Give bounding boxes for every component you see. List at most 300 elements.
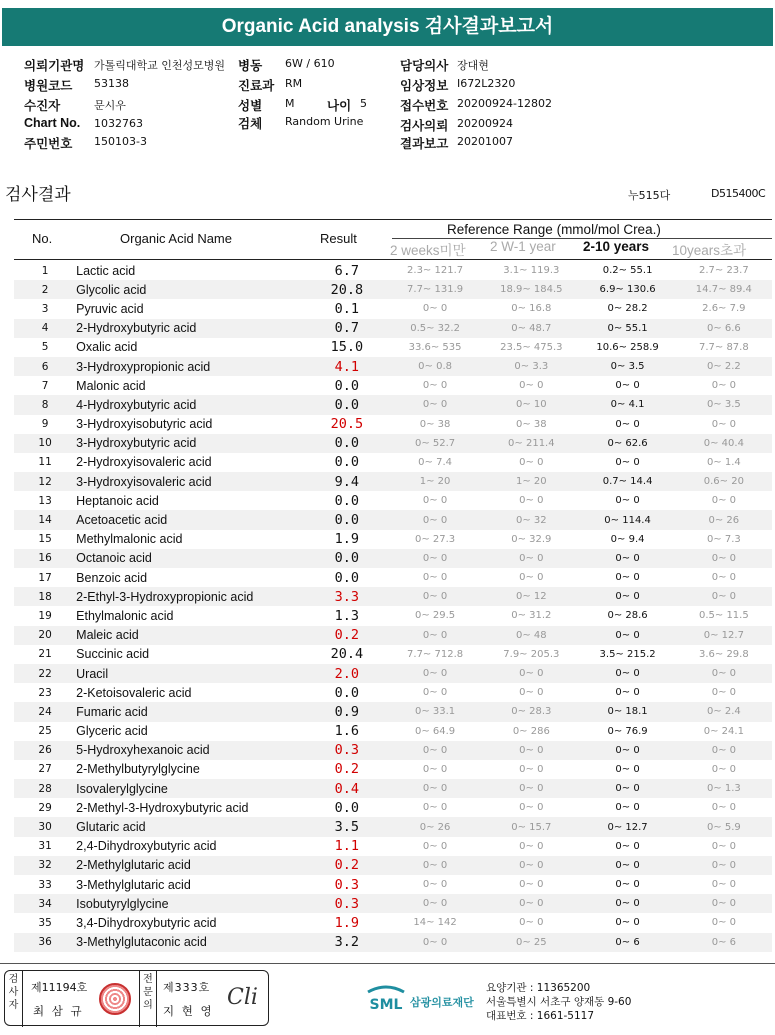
ref-range-3: 0~ 0 xyxy=(615,380,640,392)
ref-range-2: 23.5~ 475.3 xyxy=(500,341,563,353)
table-row xyxy=(14,702,772,721)
result-value: 20.5 xyxy=(330,416,364,433)
row-number: 11 xyxy=(38,456,52,469)
ref-range-2: 0~ 25 xyxy=(483,933,579,952)
ref-range-1: 0~ 0 xyxy=(387,395,483,414)
acid-name: Isovalerylglycine xyxy=(76,779,307,798)
acid-name: 2-Methylbutyrylglycine xyxy=(76,762,200,777)
ref-range-1: 0~ 0 xyxy=(387,856,483,875)
age-value: 5 xyxy=(360,97,367,110)
ref-range-4: 2.6~ 7.9 xyxy=(702,303,746,315)
row-number: 30 xyxy=(14,817,76,836)
row-number: 13 xyxy=(38,494,52,507)
acid-name: Oxalic acid xyxy=(76,340,138,355)
ref-range-1: 14~ 142 xyxy=(413,917,457,929)
acid-name: Acetoacetic acid xyxy=(76,510,307,529)
col-ref-header: Reference Range (mmol/mol Crea.) xyxy=(447,222,661,237)
acid-name: 2-Ketoisovaleric acid xyxy=(76,685,192,700)
col-result-header: Result xyxy=(320,231,357,246)
ref-range-3: 0~ 28.6 xyxy=(607,610,648,622)
row-number: 8 xyxy=(14,395,76,414)
ref-range-4: 0~ 0 xyxy=(676,549,772,568)
table-row xyxy=(14,434,772,453)
ref-range-4: 0~ 0 xyxy=(676,894,772,913)
specimen-label: 검체 xyxy=(238,117,263,131)
rrn-label: 주민번호 xyxy=(24,137,73,151)
clinical-info-label: 임상정보 xyxy=(400,79,449,93)
ref-range-1: 7.7~ 712.8 xyxy=(407,648,464,660)
signature-icon: Cli xyxy=(227,985,258,1010)
ref-range-2: 0~ 0 xyxy=(483,664,579,683)
code-2: D515400C xyxy=(711,187,766,200)
result-value: 0.0 xyxy=(334,569,360,586)
ref-range-2: 0~ 0 xyxy=(519,879,544,891)
phone: 대표번호 : 1661-5117 xyxy=(486,1010,595,1022)
row-number: 5 xyxy=(41,341,49,354)
table-row xyxy=(14,491,772,510)
report-date-value: 20201007 xyxy=(457,135,513,148)
table-row xyxy=(14,817,772,836)
table-row xyxy=(14,606,772,625)
result-value: 0.0 xyxy=(307,510,387,529)
ref-range-1: 0~ 38 xyxy=(419,418,451,430)
acid-name: Isobutyrylglycine xyxy=(76,894,307,913)
ref-range-2: 0~ 0 xyxy=(483,779,579,798)
doctor-value: 장대현 xyxy=(457,59,489,72)
ref-range-3: 0~ 9.4 xyxy=(610,533,645,545)
sml-logo-icon xyxy=(364,984,408,1012)
row-number: 9 xyxy=(41,418,49,431)
ref-range-2: 1~ 20 xyxy=(483,472,579,491)
code-1: 누515다 xyxy=(628,189,671,202)
acid-name: 5-Hydroxyhexanoic acid xyxy=(76,741,307,760)
row-number: 3 xyxy=(41,302,49,315)
acid-name: 3-Methylglutaric acid xyxy=(76,877,191,892)
department-value: RM xyxy=(285,77,303,90)
result-value: 0.2 xyxy=(307,856,387,875)
ref-range-3: 0~ 3.5 xyxy=(579,357,675,376)
result-value: 0.9 xyxy=(307,702,387,721)
ref-range-3: 0~ 0 xyxy=(579,856,675,875)
result-value: 3.3 xyxy=(307,587,387,606)
ref-range-4: 14.7~ 89.4 xyxy=(676,280,772,299)
row-number: 23 xyxy=(38,686,52,699)
ref-range-1: 2.3~ 121.7 xyxy=(407,265,464,277)
acid-name: Glyceric acid xyxy=(76,724,148,739)
result-value: 20.8 xyxy=(307,280,387,299)
table-row xyxy=(14,856,772,875)
row-number: 36 xyxy=(14,933,76,952)
ref-range-4: 0~ 2.2 xyxy=(676,357,772,376)
ref-range-2: 0~ 0 xyxy=(519,495,544,507)
row-number: 6 xyxy=(14,357,76,376)
ref-range-2: 0~ 28.3 xyxy=(483,702,579,721)
result-value: 1.6 xyxy=(334,723,360,740)
ref-range-4: 0~ 7.3 xyxy=(706,533,741,545)
ref-range-4: 0~ 12.7 xyxy=(676,626,772,645)
ref-range-2: 0~ 31.2 xyxy=(511,610,552,622)
row-number: 29 xyxy=(38,801,52,814)
table-top-rule xyxy=(14,219,772,220)
table-row xyxy=(14,338,772,357)
ref-range-4: 0~ 0 xyxy=(711,802,736,814)
col-name-header: Organic Acid Name xyxy=(120,231,232,246)
ref-range-1: 0~ 0 xyxy=(387,549,483,568)
result-value: 1.9 xyxy=(334,914,360,931)
result-value: 0.4 xyxy=(307,779,387,798)
acid-name: 2-Methyl-3-Hydroxybutyric acid xyxy=(76,800,249,815)
table-row xyxy=(14,510,772,529)
table-row xyxy=(14,472,772,491)
result-value: 1.1 xyxy=(334,838,360,855)
ref-range-2: 0~ 0 xyxy=(483,894,579,913)
ref-range-3: 0~ 114.4 xyxy=(579,510,675,529)
reviewer-label: 전문의 xyxy=(139,971,157,1027)
ref-range-2: 0~ 12 xyxy=(483,587,579,606)
result-value: 0.2 xyxy=(334,761,360,778)
table-row xyxy=(14,261,772,280)
row-number: 17 xyxy=(38,571,52,584)
table-row xyxy=(14,568,772,587)
ref-range-2: 18.9~ 184.5 xyxy=(483,280,579,299)
table-row xyxy=(14,779,772,798)
ref-range-4: 0~ 0 xyxy=(711,380,736,392)
table-row xyxy=(14,587,772,606)
acid-name: 3-Hydroxyisovaleric acid xyxy=(76,472,307,491)
ref-range-1: 0~ 27.3 xyxy=(414,533,456,545)
acid-name: Malonic acid xyxy=(76,378,146,393)
row-number: 21 xyxy=(38,648,52,661)
ref-range-4: 0.6~ 20 xyxy=(676,472,772,491)
row-number: 19 xyxy=(38,609,52,622)
row-number: 25 xyxy=(38,725,52,738)
ref-range-2: 0~ 48.7 xyxy=(483,319,579,338)
table-row xyxy=(14,299,772,318)
ref-range-4: 0~ 0 xyxy=(711,917,736,929)
ref-range-2: 0~ 0 xyxy=(519,380,544,392)
ref-range-1: 0~ 0 xyxy=(387,933,483,952)
ref-range-2: 0~ 0 xyxy=(519,802,544,814)
ref-range-4: 0~ 0 xyxy=(711,763,736,775)
ref-range-3: 3.5~ 215.2 xyxy=(599,648,656,660)
ref-range-3: 0~ 76.9 xyxy=(607,725,648,737)
row-number: 12 xyxy=(14,472,76,491)
ref-range-3: 0~ 55.1 xyxy=(579,319,675,338)
department-label: 진료과 xyxy=(238,79,275,93)
ref-range-1: 0~ 0 xyxy=(387,626,483,645)
result-value: 0.0 xyxy=(334,799,360,816)
ref-range-1: 0~ 64.9 xyxy=(414,725,456,737)
report-date-label: 결과보고 xyxy=(400,137,449,151)
row-number: 1 xyxy=(41,264,49,277)
ref-range-1: 0~ 0 xyxy=(387,587,483,606)
result-value: 9.4 xyxy=(307,472,387,491)
ref-range-4: 0~ 26 xyxy=(676,510,772,529)
examiner-label: 검사자 xyxy=(5,971,23,1027)
table-row xyxy=(14,626,772,645)
acid-name: Maleic acid xyxy=(76,626,307,645)
ref-range-4: 2.7~ 23.7 xyxy=(698,265,749,277)
institution-label: 의뢰기관명 xyxy=(24,59,85,73)
ref-range-2: 0~ 3.3 xyxy=(483,357,579,376)
ref-range-1: 0.5~ 32.2 xyxy=(387,319,483,338)
examiner-name: 최 삼 규 xyxy=(33,1004,84,1018)
sex-label: 성별 xyxy=(238,99,263,113)
row-number: 34 xyxy=(14,894,76,913)
ref-range-1: 0~ 33.1 xyxy=(387,702,483,721)
ward-label: 병동 xyxy=(238,59,263,73)
row-number: 35 xyxy=(38,916,52,929)
table-row xyxy=(14,549,772,568)
table-row xyxy=(14,894,772,913)
ref-range-3: 0~ 62.6 xyxy=(579,434,675,453)
ref-range-2: 0~ 0 xyxy=(483,549,579,568)
ref-range-1: 0~ 0 xyxy=(422,763,448,775)
ref-range-1: 1~ 20 xyxy=(387,472,483,491)
ref-range-1: 0~ 0.8 xyxy=(387,357,483,376)
report-title: Organic Acid analysis 검사결과보고서 xyxy=(2,8,773,46)
ref-range-1: 0~ 0 xyxy=(387,779,483,798)
result-value: 0.0 xyxy=(334,377,360,394)
result-value: 0.1 xyxy=(334,300,360,317)
row-number: 26 xyxy=(14,741,76,760)
result-value: 0.3 xyxy=(334,876,360,893)
ref-range-4: 0~ 1.4 xyxy=(706,456,741,468)
acid-name: Uracil xyxy=(76,664,307,683)
table-row xyxy=(14,645,772,664)
hospital-code-value: 53138 xyxy=(94,77,129,90)
result-value: 0.3 xyxy=(307,741,387,760)
logo-text: SML xyxy=(369,997,403,1012)
ref-range-1: 0~ 0 xyxy=(422,687,448,699)
ref-range-2: 0~ 0 xyxy=(483,741,579,760)
request-date-label: 검사의뢰 xyxy=(400,119,449,133)
result-value: 2.0 xyxy=(307,664,387,683)
result-value: 20.4 xyxy=(330,646,364,663)
table-row xyxy=(14,357,772,376)
ref-range-2: 0~ 0 xyxy=(519,917,544,929)
ref-range-3: 0~ 0 xyxy=(615,802,640,814)
ref-range-4: 0~ 0 xyxy=(676,741,772,760)
org-name: 삼광의료재단 xyxy=(410,996,474,1009)
ref-range-1: 0~ 0 xyxy=(387,894,483,913)
row-number: 31 xyxy=(38,840,52,853)
clinical-info-value: I672L2320 xyxy=(457,77,516,90)
ref-range-4: 3.6~ 29.8 xyxy=(698,648,749,660)
row-number: 22 xyxy=(14,664,76,683)
signature-box xyxy=(4,970,269,1026)
row-number: 10 xyxy=(14,434,76,453)
reviewer-name: 지 현 영 xyxy=(163,1004,214,1018)
examiner-number: 제11194호 xyxy=(31,981,88,994)
row-number: 27 xyxy=(38,763,52,776)
ref-range-2: 0~ 38 xyxy=(516,418,547,430)
ref-range-2: 0~ 15.7 xyxy=(483,817,579,836)
ref-range-1: 0~ 0 xyxy=(422,303,448,315)
acid-name: Pyruvic acid xyxy=(76,301,144,316)
ref-group-1: 2 weeks미만 xyxy=(390,243,466,258)
row-number: 33 xyxy=(38,878,52,891)
row-number: 14 xyxy=(14,510,76,529)
recipient-label: 수진자 xyxy=(24,99,61,113)
table-header-rule xyxy=(14,259,772,260)
ref-range-4: 0~ 0 xyxy=(711,418,736,430)
col-no-header: No. xyxy=(32,231,53,246)
acid-name: Glycolic acid xyxy=(76,280,307,299)
row-number: 15 xyxy=(38,533,52,546)
result-value: 6.7 xyxy=(334,262,360,279)
ref-range-4: 0~ 0 xyxy=(676,664,772,683)
result-value: 0.0 xyxy=(307,395,387,414)
address: 서울특별시 서초구 양재동 9-60 xyxy=(486,996,632,1008)
sex-value: M xyxy=(285,97,295,110)
ref-range-3: 0~ 0 xyxy=(615,687,640,699)
acid-name: Methylmalonic acid xyxy=(76,532,183,547)
acid-name: Glutaric acid xyxy=(76,817,307,836)
acid-name: Succinic acid xyxy=(76,647,150,662)
ref-range-2: 0~ 0 xyxy=(519,572,544,584)
row-number: 7 xyxy=(41,379,49,392)
ref-group-4: 10years초과 xyxy=(672,243,747,258)
ref-range-1: 0~ 0 xyxy=(387,510,483,529)
table-row xyxy=(14,760,772,779)
ref-range-2: 0~ 16.8 xyxy=(511,303,552,315)
ref-range-4: 0~ 0 xyxy=(711,572,736,584)
ref-range-4: 0~ 6.6 xyxy=(676,319,772,338)
ref-range-1: 0~ 26 xyxy=(387,817,483,836)
acid-name: 2-Hydroxybutyric acid xyxy=(76,319,307,338)
ref-range-3: 0~ 0 xyxy=(615,763,640,775)
result-value: 1.9 xyxy=(334,531,360,548)
specimen-value: Random Urine xyxy=(285,115,364,128)
ref-range-4: 0~ 0 xyxy=(676,856,772,875)
row-number: 16 xyxy=(14,549,76,568)
table-row xyxy=(14,798,772,817)
ref-range-3: 0~ 4.1 xyxy=(579,395,675,414)
acid-name: Fumaric acid xyxy=(76,702,307,721)
patient-info xyxy=(0,56,775,152)
ref-range-3: 0~ 18.1 xyxy=(579,702,675,721)
ref-range-3: 0~ 0 xyxy=(615,840,640,852)
row-number: 18 xyxy=(14,587,76,606)
ref-range-3: 0~ 0 xyxy=(615,456,640,468)
result-value: 0.0 xyxy=(334,454,360,471)
ref-range-1: 0~ 7.4 xyxy=(418,456,452,468)
table-row xyxy=(14,319,772,338)
ref-range-4: 0~ 6 xyxy=(676,933,772,952)
ref-range-1: 7.7~ 131.9 xyxy=(387,280,483,299)
acid-name: 4-Hydroxybutyric acid xyxy=(76,395,307,414)
acid-name: 2,4-Dihydroxybutyric acid xyxy=(76,839,217,854)
table-row xyxy=(14,913,772,932)
ref-range-4: 0~ 2.4 xyxy=(676,702,772,721)
ref-range-4: 0~ 5.9 xyxy=(676,817,772,836)
ref-range-3: 0~ 0 xyxy=(579,741,675,760)
ref-range-3: 10.6~ 258.9 xyxy=(596,341,659,353)
ref-range-1: 33.6~ 535 xyxy=(408,341,462,353)
result-value: 0.0 xyxy=(334,684,360,701)
table-row xyxy=(14,933,772,952)
acid-name: Lactic acid xyxy=(76,263,136,278)
ref-range-3: 0~ 0 xyxy=(579,626,675,645)
ref-range-1: 0~ 0 xyxy=(422,802,448,814)
result-value: 0.0 xyxy=(334,492,360,509)
acid-name: 3,4-Dihydroxybutyric acid xyxy=(76,915,217,930)
row-number: 4 xyxy=(14,319,76,338)
ref-range-2: 0~ 0 xyxy=(519,840,544,852)
result-value: 0.2 xyxy=(307,626,387,645)
seal-stamp-icon xyxy=(99,983,131,1015)
ref-range-3: 0~ 28.2 xyxy=(607,303,648,315)
ref-range-2: 0~ 0 xyxy=(519,456,544,468)
ref-range-4: 0.5~ 11.5 xyxy=(698,610,749,622)
table-row xyxy=(14,683,772,702)
ref-range-4: 0~ 0 xyxy=(711,495,736,507)
acid-name: 3-Hydroxybutyric acid xyxy=(76,434,307,453)
ref-range-2: 3.1~ 119.3 xyxy=(503,265,560,277)
ref-range-1: 0~ 52.7 xyxy=(387,434,483,453)
chart-no-value: 1032763 xyxy=(94,117,143,130)
result-value: 0.0 xyxy=(307,549,387,568)
acid-name: 2-Hydroxyisovaleric acid xyxy=(76,455,212,470)
table-row xyxy=(14,453,772,472)
result-value: 0.0 xyxy=(307,434,387,453)
ref-range-4: 0~ 0 xyxy=(676,587,772,606)
ref-range-1: 0~ 0 xyxy=(422,840,448,852)
hospital-code-label: 병원코드 xyxy=(24,79,73,93)
ref-group-2: 2 W-1 year xyxy=(490,239,556,254)
acid-name: 3-Hydroxypropionic acid xyxy=(76,357,307,376)
table-row xyxy=(14,395,772,414)
ref-range-2: 0~ 0 xyxy=(519,687,544,699)
doctor-label: 담당의사 xyxy=(400,59,449,73)
footer-rule xyxy=(0,963,775,964)
result-value: 15.0 xyxy=(330,339,364,356)
ref-range-3: 6.9~ 130.6 xyxy=(579,280,675,299)
receipt-no-label: 접수번호 xyxy=(400,99,449,113)
ref-range-1: 0~ 0 xyxy=(422,380,448,392)
ref-range-2: 0~ 10 xyxy=(483,395,579,414)
rrn-value: 150103-3 xyxy=(94,135,147,148)
ref-range-3: 0~ 0 xyxy=(615,917,640,929)
ref-range-1: 0~ 0 xyxy=(422,495,448,507)
ref-range-3: 0.7~ 14.4 xyxy=(579,472,675,491)
ref-range-3: 0~ 0 xyxy=(615,418,640,430)
ref-range-4: 0~ 1.3 xyxy=(676,779,772,798)
ref-range-3: 0~ 0 xyxy=(615,572,640,584)
table-row xyxy=(14,722,772,741)
ref-range-2: 0~ 286 xyxy=(512,725,550,737)
result-value: 0.3 xyxy=(307,894,387,913)
acid-name: Ethylmalonic acid xyxy=(76,608,174,623)
table-row xyxy=(14,376,772,395)
ref-range-4: 0~ 3.5 xyxy=(676,395,772,414)
table-row xyxy=(14,741,772,760)
acid-name: 2-Methylglutaric acid xyxy=(76,856,307,875)
reviewer-number: 제333호 xyxy=(163,981,211,994)
table-row xyxy=(14,530,772,549)
acid-name: Octanoic acid xyxy=(76,549,307,568)
recipient-value: 문시우 xyxy=(94,99,126,112)
results-table xyxy=(14,261,772,952)
table-row xyxy=(14,664,772,683)
acid-name: Heptanoic acid xyxy=(76,493,159,508)
result-value: 3.2 xyxy=(307,933,387,952)
table-row xyxy=(14,875,772,894)
result-value: 4.1 xyxy=(307,357,387,376)
ref-range-3: 0.2~ 55.1 xyxy=(602,265,653,277)
age-label: 나이 xyxy=(327,99,352,113)
